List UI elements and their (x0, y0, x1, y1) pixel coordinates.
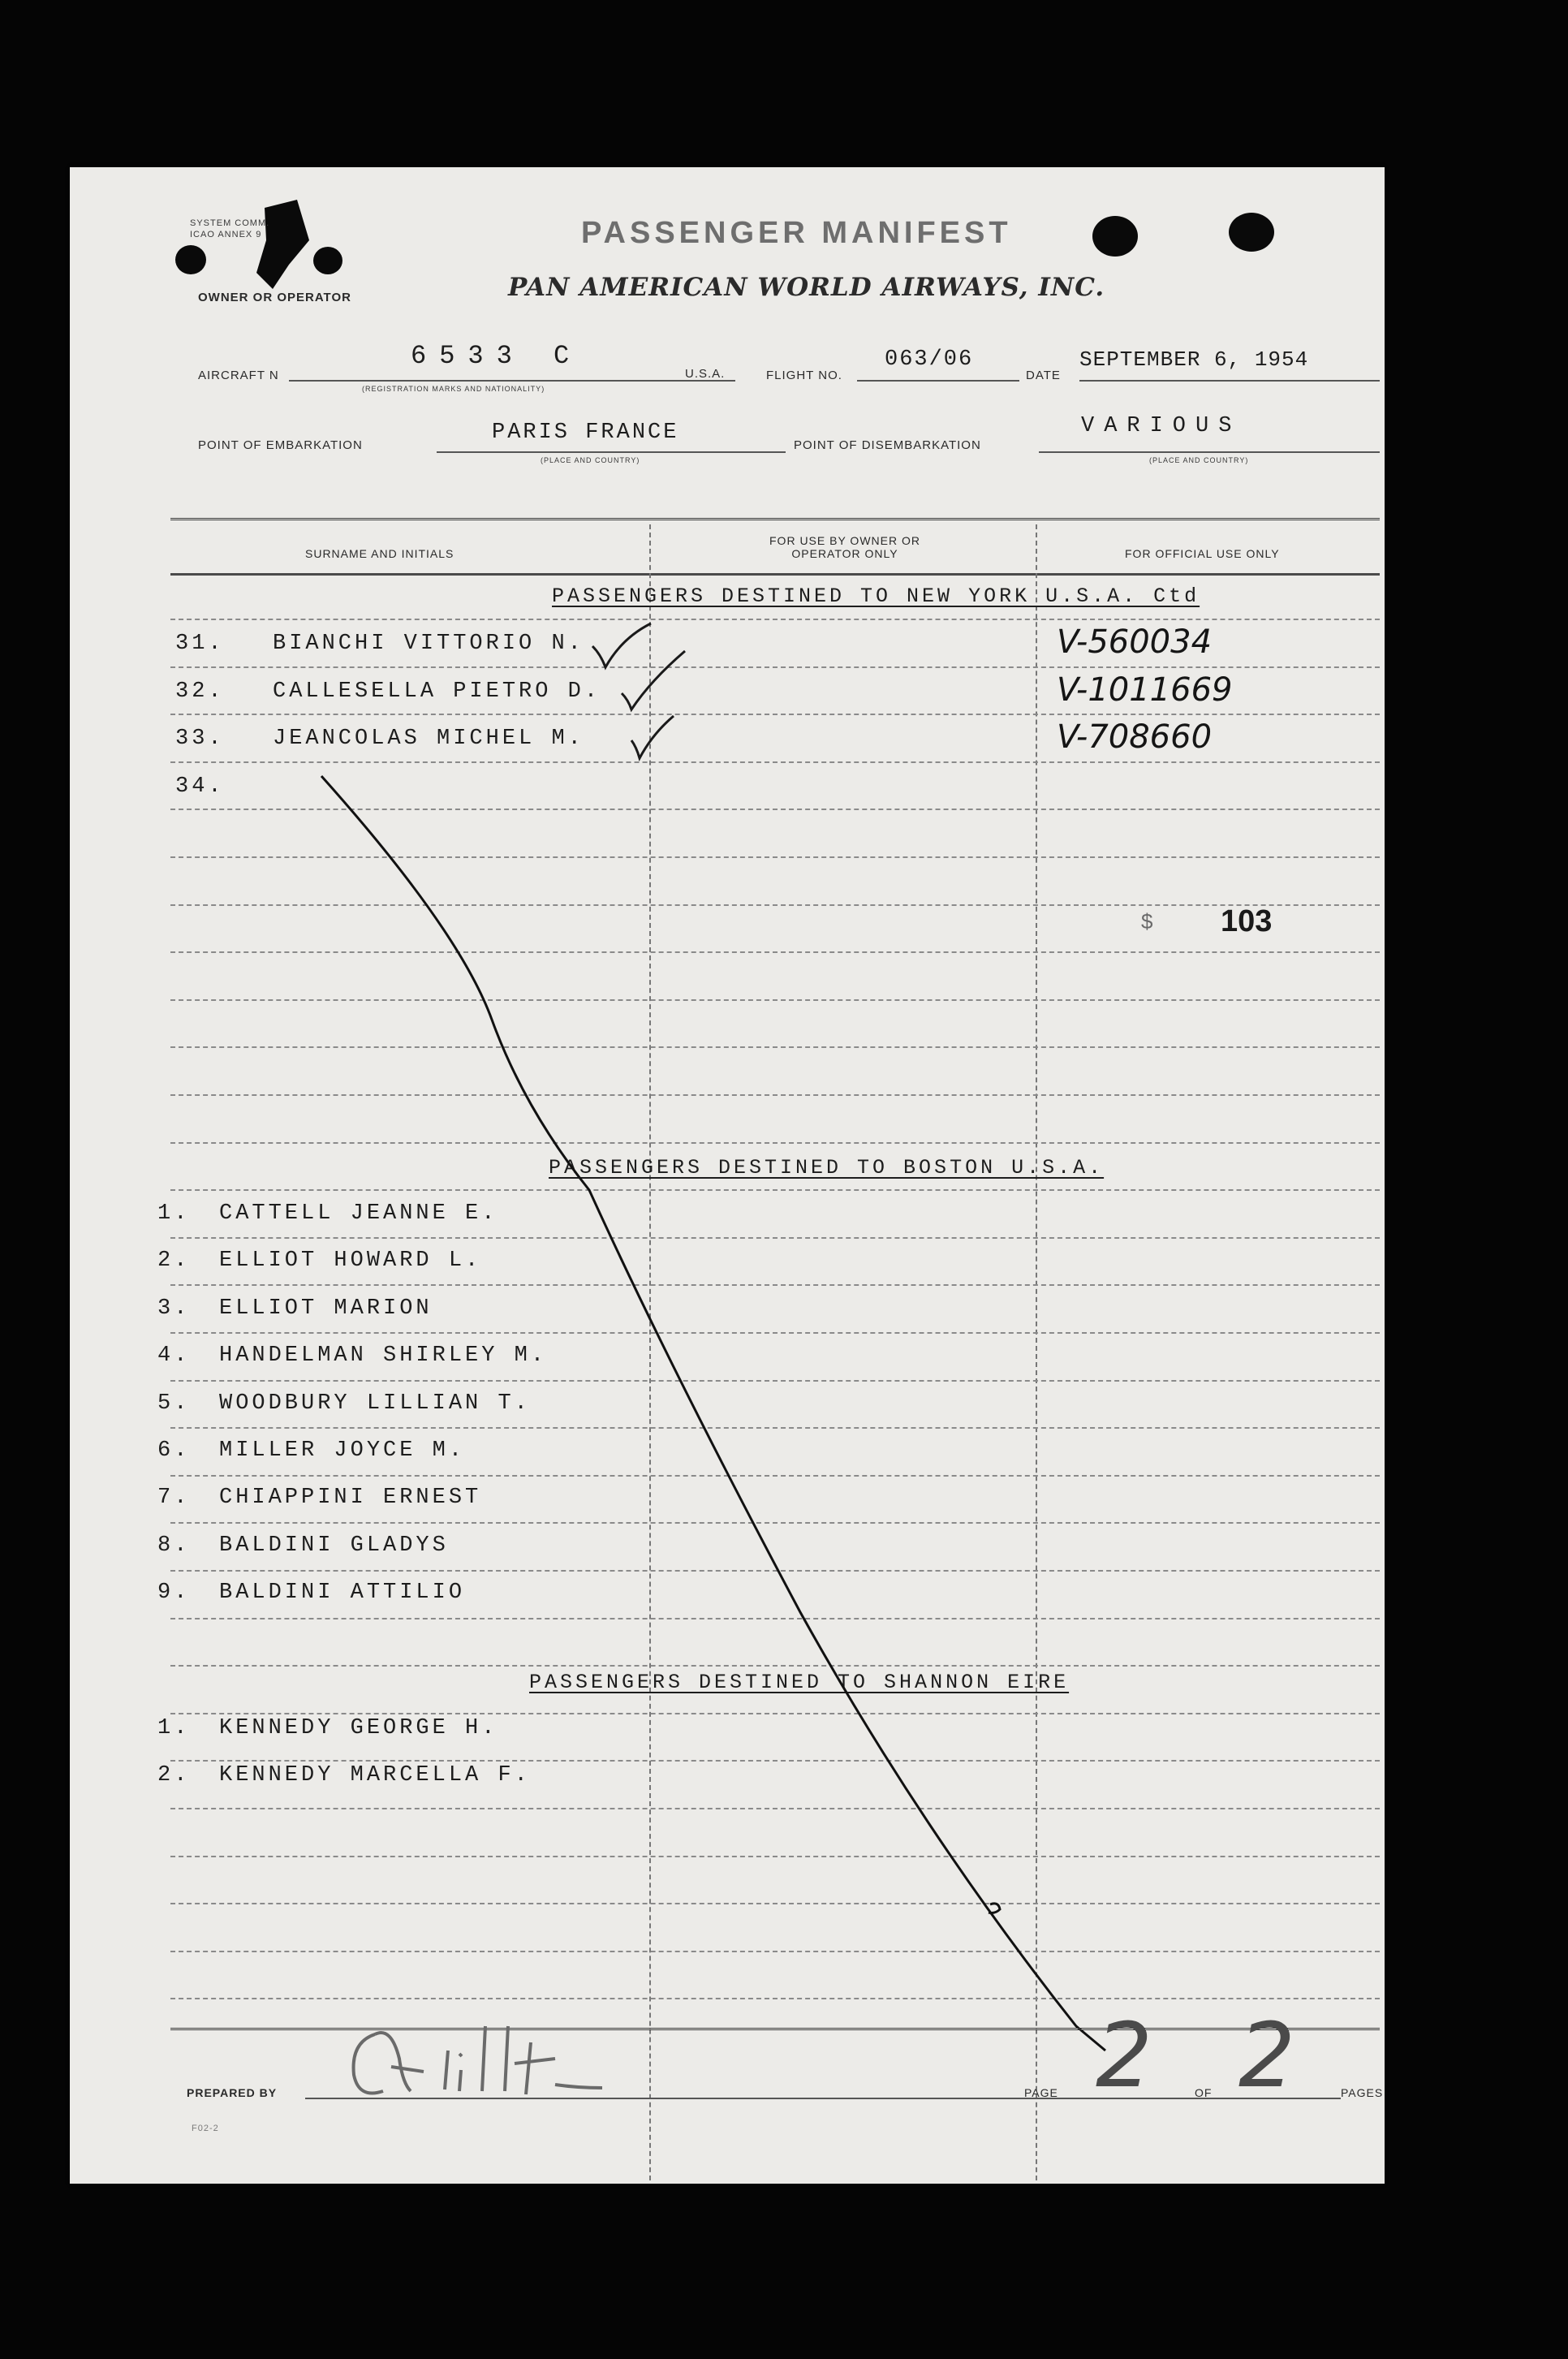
of-label: OF (1195, 2086, 1213, 2099)
embarkation-value: PARIS FRANCE (492, 420, 679, 445)
column-head-name: SURNAME AND INITIALS (305, 547, 454, 560)
section-heading-new-york: PASSENGERS DESTINED TO NEW YORK U.S.A. Ctd (552, 584, 1200, 608)
disembarkation-label: POINT OF DISEMBARKATION (794, 438, 981, 452)
column-head-official: FOR OFFICIAL USE ONLY (1125, 547, 1280, 560)
row-number: 4. (157, 1343, 191, 1369)
pages-label: PAGES (1341, 2086, 1384, 2099)
passenger-name: ELLIOT HOWARD L. (219, 1249, 482, 1274)
page-label: PAGE (1024, 2086, 1058, 2099)
official-visa-number: V-1011669 (1057, 671, 1233, 709)
strike-through-line (70, 167, 1385, 2184)
date-label: DATE (1026, 369, 1061, 382)
icao-stamp: SYSTEM COMM. ICAO ANNEX 9 (190, 218, 270, 239)
row-number: 1. (157, 1201, 191, 1226)
row-number: 34. (175, 774, 225, 799)
passenger-name: JEANCOLAS MICHEL M. (273, 727, 584, 752)
row-number: 1. (157, 1716, 191, 1740)
column-head-owner: FOR USE BY OWNER OR OPERATOR ONLY (769, 534, 920, 560)
page-title: PASSENGER MANIFEST (581, 216, 1012, 250)
flight-no-label: FLIGHT NO. (766, 369, 842, 382)
total-pages: 2 (1238, 2003, 1295, 2107)
passenger-name: HANDELMAN SHIRLEY M. (219, 1343, 548, 1369)
date-value: SEPTEMBER 6, 1954 (1079, 347, 1309, 372)
row-number: 6. (157, 1438, 191, 1463)
disembarkation-value: VARIOUS (1081, 414, 1242, 438)
row-number: 8. (157, 1533, 191, 1558)
row-number: 5. (157, 1391, 191, 1416)
stamp-number: 103 (1221, 904, 1273, 938)
aircraft-value: 6533 C (411, 341, 583, 371)
passenger-name: BIANCHI VITTORIO N. (273, 632, 584, 656)
aircraft-label: AIRCRAFT N (198, 369, 279, 382)
passenger-name: BALDINI ATTILIO (219, 1581, 466, 1606)
form-code: F02-2 (192, 2124, 219, 2133)
passenger-name: CHIAPPINI ERNEST (219, 1486, 482, 1511)
stamp-dollar-sign: $ (1141, 909, 1153, 934)
embarkation-label: POINT OF EMBARKATION (198, 438, 363, 452)
registration-caption: (REGISTRATION MARKS AND NATIONALITY) (362, 385, 545, 393)
passenger-name: BALDINI GLADYS (219, 1533, 449, 1558)
section-heading-boston: PASSENGERS DESTINED TO BOSTON U.S.A. (549, 1156, 1105, 1180)
disembarkation-caption: (PLACE AND COUNTRY) (1149, 456, 1249, 464)
row-number: 9. (157, 1581, 191, 1606)
passenger-name: ELLIOT MARION (219, 1296, 433, 1321)
row-number: 32. (175, 679, 225, 704)
row-number: 2. (157, 1249, 191, 1274)
section-heading-shannon: PASSENGERS DESTINED TO SHANNON EIRE (529, 1671, 1070, 1694)
prepared-by-label: PREPARED BY (187, 2086, 278, 2099)
passenger-name: CATTELL JEANNE E. (219, 1201, 498, 1226)
page-number: 2 (1096, 2003, 1152, 2107)
row-number: 31. (175, 632, 225, 656)
row-number: 33. (175, 727, 225, 752)
passenger-name: KENNEDY MARCELLA F. (219, 1763, 531, 1788)
embarkation-caption: (PLACE AND COUNTRY) (541, 456, 640, 464)
official-visa-number: V-560034 (1057, 623, 1213, 661)
passenger-name: CALLESELLA PIETRO D. (273, 679, 601, 704)
usa-label: U.S.A. (685, 367, 726, 381)
row-number: 3. (157, 1296, 191, 1321)
page-underline (1073, 2098, 1341, 2099)
company-name: PAN AMERICAN WORLD AIRWAYS, INC. (508, 273, 1105, 302)
passenger-name: KENNEDY GEORGE H. (219, 1716, 498, 1740)
row-number: 2. (157, 1763, 191, 1788)
owner-operator-label: OWNER OR OPERATOR (198, 291, 351, 304)
passenger-name: MILLER JOYCE M. (219, 1438, 466, 1463)
signature-scribble (342, 2010, 651, 2107)
official-visa-number: V-708660 (1057, 718, 1213, 757)
row-number: 7. (157, 1486, 191, 1511)
manifest-sheet (70, 167, 1385, 2184)
passenger-name: WOODBURY LILLIAN T. (219, 1391, 531, 1416)
flight-no-value: 063/06 (885, 347, 974, 372)
